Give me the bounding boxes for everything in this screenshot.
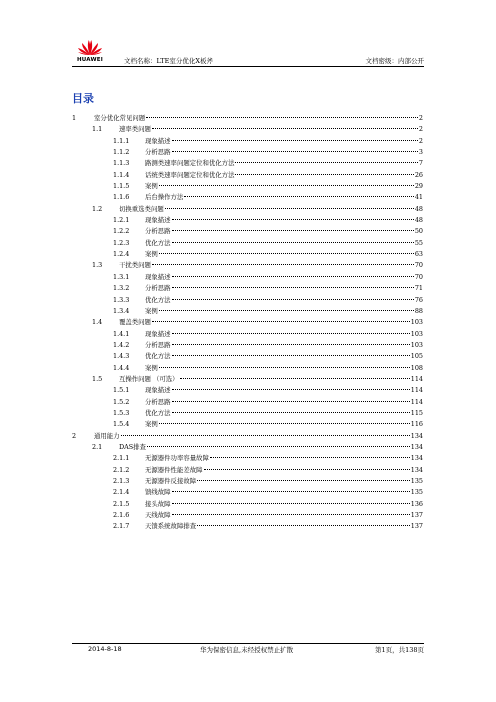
toc-entry[interactable] xyxy=(72,385,423,396)
toc-entry-title[interactable]: 无源器件功率容量故障 xyxy=(145,454,209,463)
toc-dot-leader xyxy=(165,208,414,209)
toc-entry-title[interactable]: 案例 xyxy=(145,420,158,429)
toc-entry-page-number[interactable]: 114 xyxy=(410,374,423,383)
toc-entry-page-number[interactable]: 41 xyxy=(414,193,423,202)
toc-entry-leader xyxy=(145,363,423,374)
toc-entry-title[interactable]: 覆盖类问题 xyxy=(119,318,151,327)
footer-date: 2014-8-18 xyxy=(88,645,122,653)
toc-entry-number: 1.2 xyxy=(92,204,103,213)
toc-entry-number: 2.1.1 xyxy=(113,454,130,463)
toc-dot-leader xyxy=(152,128,418,129)
page-header xyxy=(72,36,424,66)
toc-entry-leader xyxy=(145,397,423,408)
toc-entry-page-number[interactable]: 135 xyxy=(410,477,423,485)
toc-entry[interactable] xyxy=(72,181,423,192)
toc-entry-title[interactable]: 案例 xyxy=(145,182,158,191)
toc-entry-page-number[interactable]: 70 xyxy=(414,272,423,281)
toc-entry-number: 1.3 xyxy=(92,261,103,270)
toc-dot-leader xyxy=(172,140,418,141)
toc-entry-page-number[interactable]: 134 xyxy=(410,465,423,474)
toc-dot-leader xyxy=(159,310,414,311)
toc-entry-number: 2.1.6 xyxy=(113,511,130,520)
toc-entry-leader xyxy=(145,226,423,237)
toc-entry[interactable] xyxy=(72,453,423,464)
toc-entry-leader xyxy=(145,147,423,158)
toc-entry-leader xyxy=(119,124,423,135)
toc-entry-title[interactable]: 无源器件性能差故障 xyxy=(145,465,203,474)
page-footer xyxy=(88,645,424,655)
toc-entry-number: 1.1 xyxy=(92,125,103,134)
toc-entry-title[interactable]: 优化方法 xyxy=(145,295,171,304)
toc-dot-leader xyxy=(146,117,418,118)
toc-entry-leader xyxy=(145,453,423,464)
toc-entry[interactable] xyxy=(72,124,423,135)
toc-entry-number: 2.1 xyxy=(92,442,103,451)
toc-entry-number: 1 xyxy=(72,114,77,122)
toc-entry-page-number[interactable]: 135 xyxy=(410,488,423,497)
toc-entry-title[interactable]: 现象描述 xyxy=(145,216,171,225)
toc-entry-number: 1.5.4 xyxy=(113,420,130,429)
toc-entry-leader xyxy=(145,385,423,396)
toc-entry-number: 1.5.1 xyxy=(113,386,130,395)
toc-entry-number: 1.4.1 xyxy=(113,329,130,338)
toc-entry-number: 1.2.2 xyxy=(113,227,130,236)
toc-entry-page-number[interactable]: 2 xyxy=(418,136,423,145)
toc-dot-leader xyxy=(172,287,414,288)
toc-entry-leader xyxy=(94,113,423,124)
toc-entry[interactable] xyxy=(72,136,423,147)
toc-entry[interactable] xyxy=(72,192,423,203)
toc-entry[interactable] xyxy=(72,238,423,249)
toc-entry-title[interactable]: 优化方法 xyxy=(145,408,171,417)
toc-entry[interactable] xyxy=(72,419,423,430)
toc-entry-leader xyxy=(119,374,423,385)
toc-entry[interactable] xyxy=(72,283,423,294)
toc-entry-page-number[interactable]: 7 xyxy=(418,159,423,168)
toc-entry-title[interactable]: 现象描述 xyxy=(145,136,171,145)
toc-entry-number: 1.1.5 xyxy=(113,182,130,191)
toc-entry[interactable] xyxy=(72,408,423,419)
toc-dot-leader xyxy=(172,344,410,345)
toc-dot-leader xyxy=(172,151,418,152)
toc-entry[interactable] xyxy=(72,113,423,124)
toc-entry[interactable] xyxy=(72,215,423,226)
toc-title: 目录 xyxy=(72,92,94,105)
toc-entry-title[interactable]: 分析思路 xyxy=(145,227,171,236)
toc-entry[interactable] xyxy=(72,158,423,169)
toc-entry-title[interactable]: 案例 xyxy=(145,306,158,315)
toc-entry-number: 1.3.3 xyxy=(113,295,130,304)
toc-entry-title[interactable]: 优化方法 xyxy=(145,238,171,247)
toc-entry-leader xyxy=(145,306,423,317)
toc-entry-title[interactable]: 干扰类问题 xyxy=(119,261,151,270)
toc-entry-title[interactable]: 速率类问题 xyxy=(119,125,151,134)
toc-entry-number: 2.1.2 xyxy=(113,465,130,474)
toc-dot-leader xyxy=(152,321,410,322)
toc-entry-leader xyxy=(145,283,423,294)
toc-entry-number: 1.3.1 xyxy=(113,272,130,281)
toc-entry-page-number[interactable]: 114 xyxy=(410,397,423,406)
toc-entry-leader xyxy=(119,317,423,328)
toc-dot-leader xyxy=(172,412,410,413)
toc-entry[interactable] xyxy=(72,204,423,215)
toc-entry-number: 2 xyxy=(72,431,77,440)
footer-confidentiality-notice: 华为保密信息,未经授权禁止扩散 xyxy=(200,646,294,654)
toc-entry-title[interactable]: 优化方法 xyxy=(145,352,171,361)
toc-entry-title[interactable]: 现象描述 xyxy=(145,272,171,281)
toc-entry-page-number[interactable]: 63 xyxy=(414,250,423,259)
toc-entry-page-number[interactable]: 134 xyxy=(410,431,423,440)
toc-entry-page-number[interactable]: 71 xyxy=(414,284,423,293)
toc-dot-leader xyxy=(147,446,410,447)
toc-dot-leader xyxy=(172,389,410,390)
toc-entry-title[interactable]: 分析思路 xyxy=(145,284,171,293)
toc-entry[interactable] xyxy=(72,487,423,498)
toc-entry-number: 1.1.1 xyxy=(113,136,130,145)
toc-entry-page-number[interactable]: 26 xyxy=(414,170,423,179)
document-classification: 文档密级：内部公开 xyxy=(365,57,424,65)
toc-entry-number: 1.1.2 xyxy=(113,148,130,157)
toc-dot-leader xyxy=(121,435,410,436)
toc-entry-number: 1.1.6 xyxy=(113,193,130,202)
toc-entry-number: 2.1.5 xyxy=(113,499,130,508)
toc-entry-number: 2.1.3 xyxy=(113,477,130,485)
toc-entry-title[interactable]: 分析思路 xyxy=(145,148,171,157)
toc-entry-number: 1.5.3 xyxy=(113,408,130,417)
toc-entry[interactable] xyxy=(72,147,423,158)
footer-page-info: 第1页，共138页 xyxy=(374,646,424,654)
toc-entry-page-number[interactable]: 134 xyxy=(410,442,423,451)
toc-dot-leader xyxy=(235,174,413,175)
toc-entry[interactable] xyxy=(72,476,423,487)
toc-dot-leader xyxy=(204,469,410,470)
toc-entry-leader xyxy=(145,158,423,169)
toc-dot-leader xyxy=(197,525,410,526)
toc-entry-leader xyxy=(145,351,423,362)
toc-entry-title[interactable]: 现象描述 xyxy=(145,386,171,395)
toc-entry[interactable] xyxy=(72,272,423,283)
toc-dot-leader xyxy=(172,491,410,492)
toc-entry-page-number[interactable]: 48 xyxy=(414,204,423,213)
toc-dot-leader xyxy=(235,162,417,163)
toc-entry-leader xyxy=(145,476,423,487)
toc-dot-leader xyxy=(172,355,410,356)
toc-entry-page-number[interactable]: 108 xyxy=(410,363,423,372)
toc-entry-page-number[interactable]: 116 xyxy=(410,420,423,429)
header-divider xyxy=(72,66,424,67)
toc-dot-leader xyxy=(159,253,414,254)
toc-entry-leader xyxy=(145,170,423,181)
toc-entry-leader xyxy=(145,215,423,226)
toc-entry-leader xyxy=(145,192,423,203)
toc-entry-page-number[interactable]: 137 xyxy=(410,522,423,531)
toc-entry-leader xyxy=(145,465,423,476)
toc-entry-page-number[interactable]: 2 xyxy=(418,125,423,134)
toc-entry-leader xyxy=(145,408,423,419)
toc-entry-page-number[interactable]: 114 xyxy=(410,386,423,395)
toc-entry-title[interactable]: 天线故障 xyxy=(145,511,171,520)
toc-entry-leader xyxy=(145,181,423,192)
toc-entry-number: 1.1.4 xyxy=(113,170,130,179)
toc-entry[interactable] xyxy=(72,351,423,362)
toc-entry[interactable] xyxy=(72,465,423,476)
toc-entry-leader xyxy=(145,499,423,510)
toc-entry-title[interactable]: 切换重选类问题 xyxy=(119,204,164,213)
toc-dot-leader xyxy=(172,242,414,243)
toc-entry-title[interactable]: 无源器件反接故障 xyxy=(145,477,197,485)
toc-entry[interactable] xyxy=(72,431,423,442)
toc-entry-page-number[interactable]: 115 xyxy=(410,408,423,417)
toc-entry-page-number[interactable]: 137 xyxy=(410,511,423,520)
toc-entry-title[interactable]: DAS排查 xyxy=(119,442,146,451)
toc-entry[interactable] xyxy=(72,363,423,374)
toc-entry[interactable] xyxy=(72,340,423,351)
toc-dot-leader xyxy=(172,276,414,277)
toc-entry-title[interactable]: 天馈系统故障排查 xyxy=(145,522,197,531)
toc-entry-page-number[interactable]: 103 xyxy=(410,318,423,327)
toc-entry-leader xyxy=(145,521,423,532)
toc-entry[interactable] xyxy=(72,170,423,181)
toc-entry-title[interactable]: 现象描述 xyxy=(145,329,171,338)
toc-entry-number: 1.2.1 xyxy=(113,216,130,225)
toc-dot-leader xyxy=(159,423,410,424)
toc-entry-number: 1.3.4 xyxy=(113,306,130,315)
toc-entry-number: 2.1.7 xyxy=(113,522,130,531)
toc-entry-title[interactable]: 馈线故障 xyxy=(145,488,171,497)
toc-entry-page-number[interactable]: 105 xyxy=(410,352,423,361)
toc-dot-leader xyxy=(159,185,414,186)
toc-entry-leader xyxy=(145,487,423,498)
toc-entry-number: 1.3.2 xyxy=(113,284,130,293)
toc-entry-title[interactable]: 后台操作方法 xyxy=(145,193,184,202)
toc-entry-title[interactable]: 通用能力 xyxy=(94,431,120,440)
toc-entry-title[interactable]: 路测类速率问题定位和优化方法 xyxy=(145,159,235,168)
toc-entry-leader xyxy=(145,329,423,340)
toc-entry-leader xyxy=(119,442,423,453)
toc-entry-leader xyxy=(145,510,423,521)
document-name: 文档名称：LTE室分优化X板斧 xyxy=(124,57,213,65)
toc-entry-page-number[interactable]: 29 xyxy=(414,182,423,191)
toc-entry[interactable] xyxy=(72,306,423,317)
toc-dot-leader xyxy=(172,401,410,402)
toc-dot-leader xyxy=(159,367,410,368)
toc-entry-number: 1.4.3 xyxy=(113,352,130,361)
toc-entry-leader xyxy=(119,260,423,271)
toc-entry-page-number[interactable]: 103 xyxy=(410,329,423,338)
toc-entry-leader xyxy=(94,431,423,442)
toc-entry-title[interactable]: 互操作问题 （可选） xyxy=(119,374,179,383)
toc-entry[interactable] xyxy=(72,521,423,532)
toc-entry-number: 1.4.2 xyxy=(113,340,130,349)
footer-divider xyxy=(72,643,424,644)
toc-entry[interactable] xyxy=(72,249,423,260)
toc-entry-title[interactable]: 案例 xyxy=(145,250,158,259)
toc-entry-leader xyxy=(119,204,423,215)
toc-entry[interactable] xyxy=(72,510,423,521)
toc-entry-page-number[interactable]: 136 xyxy=(410,499,423,508)
toc-entry-page-number[interactable]: 103 xyxy=(410,340,423,349)
toc-entry-number: 1.4.4 xyxy=(113,363,130,372)
toc-dot-leader xyxy=(172,503,410,504)
toc-entry-page-number[interactable]: 76 xyxy=(414,295,423,304)
toc-entry-page-number[interactable]: 134 xyxy=(410,454,423,463)
toc-entry-leader xyxy=(145,238,423,249)
toc-entry-number: 1.5 xyxy=(92,374,103,383)
toc-entry[interactable] xyxy=(72,295,423,306)
toc-entry-page-number[interactable]: 88 xyxy=(414,306,423,315)
toc-entry-page-number[interactable]: 55 xyxy=(414,238,423,247)
toc-entry-leader xyxy=(145,340,423,351)
huawei-petals-icon xyxy=(72,36,108,58)
toc-dot-leader xyxy=(180,378,410,379)
toc-entry-leader xyxy=(145,249,423,260)
toc-entry[interactable] xyxy=(72,329,423,340)
toc-entry[interactable] xyxy=(72,499,423,510)
toc-dot-leader xyxy=(152,264,414,265)
toc-dot-leader xyxy=(172,299,414,300)
toc-entry-number: 1.2.3 xyxy=(113,238,130,247)
toc-dot-leader xyxy=(172,230,414,231)
toc-entry-page-number[interactable]: 2 xyxy=(418,114,423,122)
toc-entry-title[interactable]: 室分优化常见问题 xyxy=(94,114,146,122)
toc-dot-leader xyxy=(197,480,410,481)
toc-entry-leader xyxy=(145,136,423,147)
toc-entry-leader xyxy=(145,272,423,283)
toc-entry[interactable] xyxy=(72,260,423,271)
toc-entry-number: 1.5.2 xyxy=(113,397,130,406)
toc-dot-leader xyxy=(184,196,414,197)
huawei-logo xyxy=(72,36,108,66)
toc-entry-page-number[interactable]: 50 xyxy=(414,227,423,236)
toc-entry[interactable] xyxy=(72,442,423,453)
toc-entry-page-number[interactable]: 48 xyxy=(414,216,423,225)
toc-entry-number: 1.1.3 xyxy=(113,159,130,168)
toc-entry-title[interactable]: 话统类速率问题定位和优化方法 xyxy=(145,170,235,179)
toc-entry-number: 2.1.4 xyxy=(113,488,130,497)
toc-entry-leader xyxy=(145,419,423,430)
table-of-contents xyxy=(72,113,423,533)
toc-entry-page-number[interactable]: 3 xyxy=(418,148,423,157)
toc-dot-leader xyxy=(172,219,414,220)
logo-text: HUAWEI xyxy=(77,57,103,63)
toc-entry[interactable] xyxy=(72,226,423,237)
toc-dot-leader xyxy=(210,457,410,458)
toc-entry[interactable] xyxy=(72,397,423,408)
toc-entry-leader xyxy=(145,295,423,306)
toc-entry[interactable] xyxy=(72,317,423,328)
toc-entry-number: 1.4 xyxy=(92,318,103,327)
toc-entry-title[interactable]: 接头故障 xyxy=(145,499,171,508)
toc-dot-leader xyxy=(172,514,410,515)
toc-entry-title[interactable]: 分析思路 xyxy=(145,397,171,406)
toc-entry-page-number[interactable]: 70 xyxy=(414,261,423,270)
toc-entry[interactable] xyxy=(72,374,423,385)
toc-entry-title[interactable]: 案例 xyxy=(145,363,158,372)
toc-dot-leader xyxy=(172,333,410,334)
toc-entry-title[interactable]: 分析思路 xyxy=(145,340,171,349)
toc-entry-number: 1.2.4 xyxy=(113,250,130,259)
